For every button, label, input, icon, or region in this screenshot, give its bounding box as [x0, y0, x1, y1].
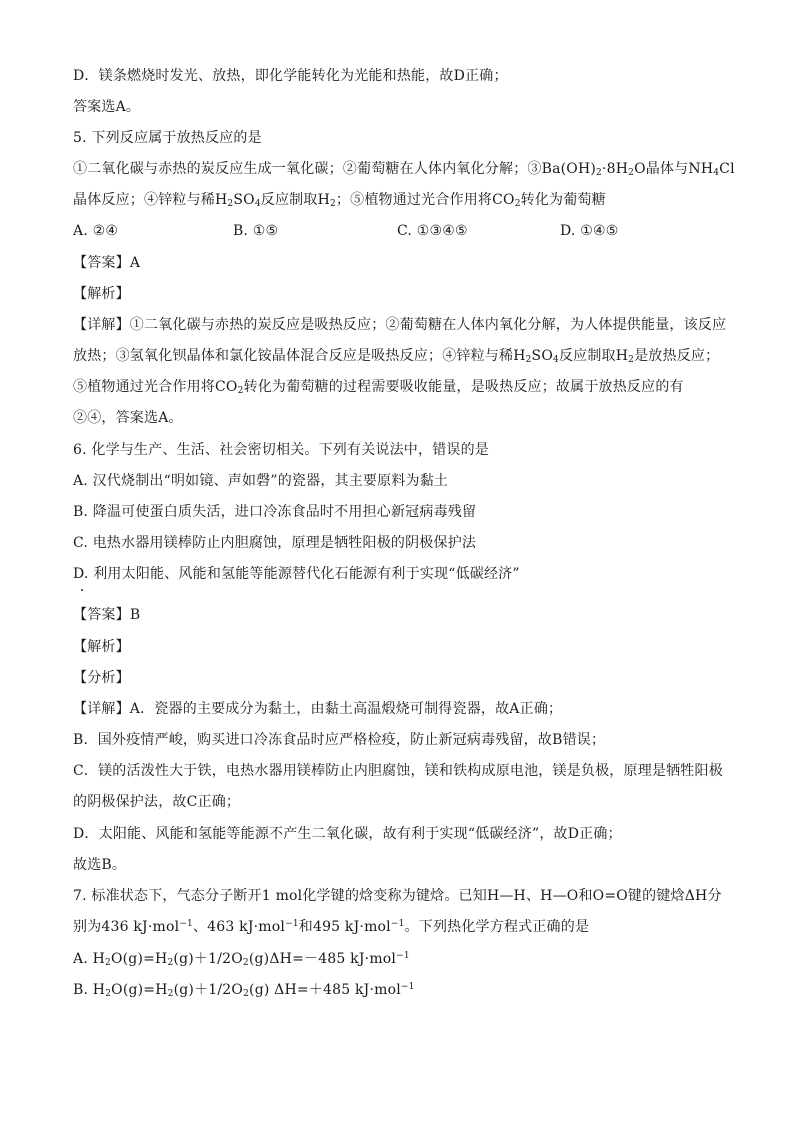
q7-stem-line-2: 别为436 kJ·mol$^{-1}$、463 kJ·mol$^{-1}$和495 kJ·mol$^{-1}$。下列热化学方程式正确的是 — [73, 919, 590, 935]
q5-reactions-line-2: 晶体反应；④锌粒与稀$H_2SO_4$反应制取$H_2$；⑤植物通过光合作用将$CO_2$转化为葡萄糖 — [73, 192, 606, 209]
q6-option-c: C. 电热水器用镁棒防止内胆腐蚀，原理是牺牲阳极的阴极保护法 — [73, 535, 477, 551]
q6-option-b: B. 降温可使蛋白质失活，进口冷冻食品时不用担心新冠病毒残留 — [73, 504, 477, 520]
q5-option-a: A. ②④ — [73, 223, 119, 239]
q6-detail-line-3: C．镁的活泼性大于铁，电热水器用镁棒防止内胆腐蚀，镁和铁构成原电池，镁是负极，原理是牺牲阳极 — [73, 763, 723, 779]
q6-answer: 【答案】B — [73, 607, 141, 623]
q7-stem-line-1: 7. 标准状态下，气态分子断开1 mol化学键的焓变称为键焓。已知H—H、H—O和O=O键的键焓ΔH分 — [73, 888, 722, 904]
q5-option-b: B. ①⑤ — [233, 223, 279, 239]
q5-detail-line-3: ⑤植物通过光合作用将$CO_2$转化为葡萄糖的过程需要吸收能量，是吸热反应；故属于放热反应的有 — [73, 379, 684, 396]
q5-option-c: C. ①③④⑤ — [397, 223, 468, 239]
q6-detail-line-5: D．太阳能、风能和氢能等能源不产生二氧化碳，故有利于实现“低碳经济”，故D正确； — [73, 826, 622, 842]
q4-option-d-explanation: D．镁条燃烧时发光、放热，即化学能转化为光能和热能，故D正确； — [73, 68, 508, 84]
q5-answer: 【答案】A — [73, 255, 141, 271]
q6-detail-line-1: 【详解】A．瓷器的主要成分为黏土，由黏土高温煅烧可制得瓷器，故A正确； — [73, 701, 563, 717]
q6-analysis-tag: 【解析】 — [73, 639, 130, 655]
q7-option-a: A. $H_2O(g)=H_2(g)+1/2O_2(g)\Delta H=-485$ kJ·mol$^{-1}$ — [73, 951, 410, 968]
q6-detail-line-2: B．国外疫情严峻，购买进口冷冻食品时应严格检疫，防止新冠病毒残留，故B错误； — [73, 732, 606, 748]
q5-reactions-line-1: ①二氧化碳与赤热的炭反应生成一氧化碳；②葡萄糖在人体内氧化分解；$③Ba(OH)_2\cdot 8H_2O$晶体与$NH_4Cl$ — [73, 161, 735, 178]
q5-stem: 5. 下列反应属于放热反应的是 — [73, 130, 262, 146]
stray-mark — [81, 589, 83, 591]
q5-option-d: D. ①④⑤ — [560, 223, 619, 239]
q6-stem: 6. 化学与生产、生活、社会密切相关。下列有关说法中，错误的是 — [73, 442, 490, 458]
q6-fenxi-tag: 【分析】 — [73, 670, 130, 686]
q5-options — [73, 220, 733, 242]
q5-detail-line-4: ②④，答案选A。 — [73, 410, 183, 426]
q5-detail-line-1: 【详解】①二氧化碳与赤热的炭反应是吸热反应；②葡萄糖在人体内氧化分解，为人体提供能量，该反应 — [73, 317, 727, 333]
answer-tag: 【答案】 — [73, 255, 130, 271]
q7-option-b: B. $H_2O(g)=H_2(g)+1/2O_2(g)$ ΔH=＋485 kJ·mol$^{-1}$ — [73, 982, 415, 999]
q5-analysis-tag: 【解析】 — [73, 286, 130, 302]
q5-detail-line-2: 放热；③氢氧化钡晶体和氯化铵晶体混合反应是吸热反应；④锌粒与稀$H_2SO_4$反应制取$H_2$是放热反应； — [73, 348, 720, 365]
q6-detail-line-4: 的阴极保护法，故C正确； — [73, 794, 241, 810]
q6-option-a: A. 汉代烧制出“明如镜、声如磬”的瓷器，其主要原料为黏土 — [73, 473, 449, 489]
q6-option-d: D. 利用太阳能、风能和氢能等能源替代化石能源有利于实现“低碳经济” — [73, 566, 520, 582]
answer-tag: 【答案】 — [73, 607, 130, 623]
q6-detail-line-6: 故选B。 — [73, 857, 127, 873]
q4-conclusion: 答案选A。 — [73, 99, 141, 115]
